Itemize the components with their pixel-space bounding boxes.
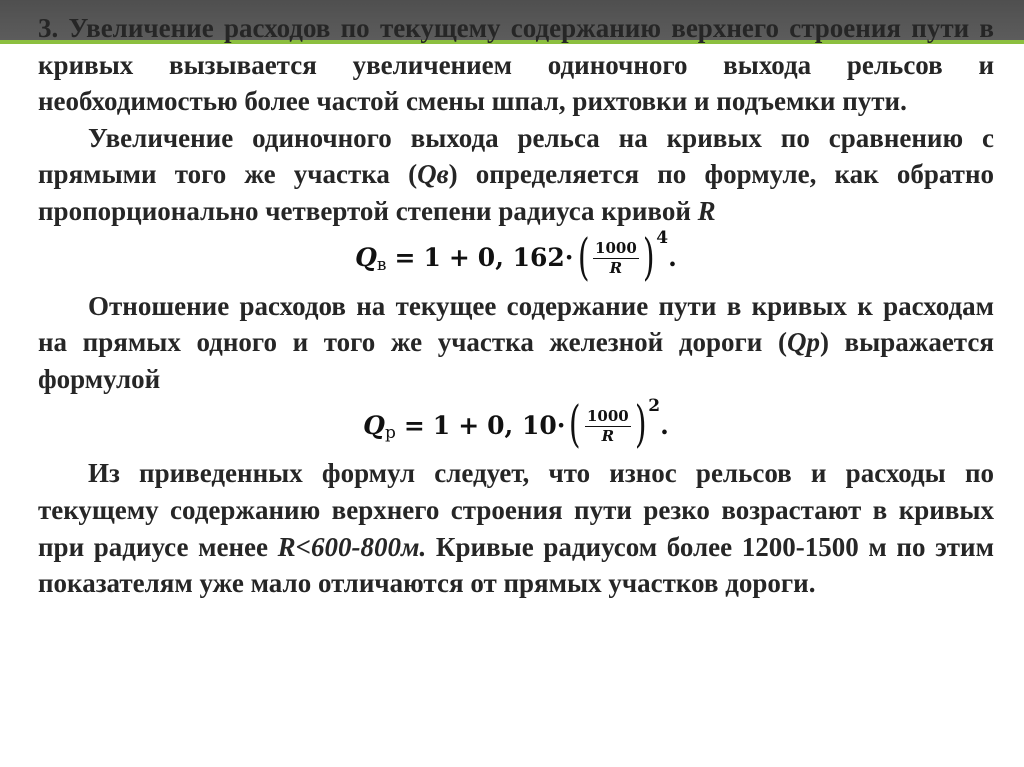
formula-qp-denominator: R — [601, 426, 615, 445]
formula-qv-one: 1 — [423, 243, 441, 273]
qv-symbol: Qв — [417, 159, 449, 190]
formula-qv-left-paren: ( — [577, 227, 590, 286]
formula-qp-one: 1 — [432, 411, 451, 441]
formula-qp-left-paren: ( — [569, 395, 582, 454]
formula-qv-eq: = — [394, 243, 416, 273]
formula-qp-fraction — [585, 407, 631, 446]
formula-qp-coef: 0, 10 — [487, 411, 557, 441]
formula-qv-denominator: R — [609, 259, 623, 278]
radius-limit: R<600-800м. — [277, 531, 427, 562]
formula-qv-power: 4 — [656, 228, 669, 249]
formula-qv-numerator: 1000 — [595, 239, 637, 258]
formula-qv-right-paren: ) — [642, 227, 655, 286]
formula-qv-sub: в — [376, 255, 387, 276]
paragraph-4-text-b: Кривые радиусом более 1200-1500 м по этим показателям уже мало отличаются от прямых участков дороги. — [38, 531, 994, 599]
formula-qp-right-paren: ) — [634, 395, 647, 454]
paragraph-2 — [38, 120, 994, 230]
paragraph-3-text-b: ) выражается формулой — [38, 327, 994, 394]
qp-symbol: Qр — [786, 327, 820, 358]
paragraph-3-text-a: Отношение расходов на текущее содержание пути в кривых к расходам на прямых одного и того же участка железной дороги ( — [38, 290, 994, 358]
formula-qp-dot: · — [556, 411, 566, 441]
formula-qv — [38, 227, 994, 288]
formula-qv-var: Q — [355, 243, 377, 273]
formula-qp-eq: = — [403, 411, 425, 441]
formula-qv-coef: 0, 162 — [477, 243, 565, 273]
paragraph-2-text-a: Увеличение одиночного выхода рельса на кривых по сравнению с прямыми того же участка ( — [38, 122, 994, 190]
slide-content — [38, 10, 994, 602]
formula-qp-numerator: 1000 — [586, 406, 629, 425]
formula-qv-fraction — [593, 239, 639, 278]
radius-symbol: R — [697, 195, 716, 226]
paragraph-2-text-b: ) определяется по формуле, как обратно пропорционально четвертой степени радиуса кривой — [38, 159, 995, 226]
formula-qv-plus: + — [448, 243, 470, 273]
formula-qp-power: 2 — [648, 396, 661, 417]
paragraph-4-text-a: Из приведенных формул следует, что износ рельсов и расходы по текущему содержанию верхнего строения пути резко возрастают в кривых при радиусе менее — [38, 458, 994, 562]
formula-qp — [38, 397, 994, 455]
formula-qv-dot: · — [564, 243, 574, 273]
formula-qp-plus: + — [458, 411, 480, 441]
paragraph-1: 3. Увеличение расходов по текущему содержанию верхнего строения пути в кривых вызывается увеличением одиночного выхода рельсов и необходимостью более частой смены шпал, рихтовки и подъемки пути. — [38, 13, 994, 117]
formula-qp-var: Q — [363, 411, 385, 441]
formula-qp-sub: р — [384, 423, 396, 444]
paragraph-4 — [38, 455, 994, 601]
formula-qp-end: . — [660, 411, 669, 441]
paragraph-3 — [38, 288, 994, 398]
formula-qv-end: . — [668, 243, 677, 273]
